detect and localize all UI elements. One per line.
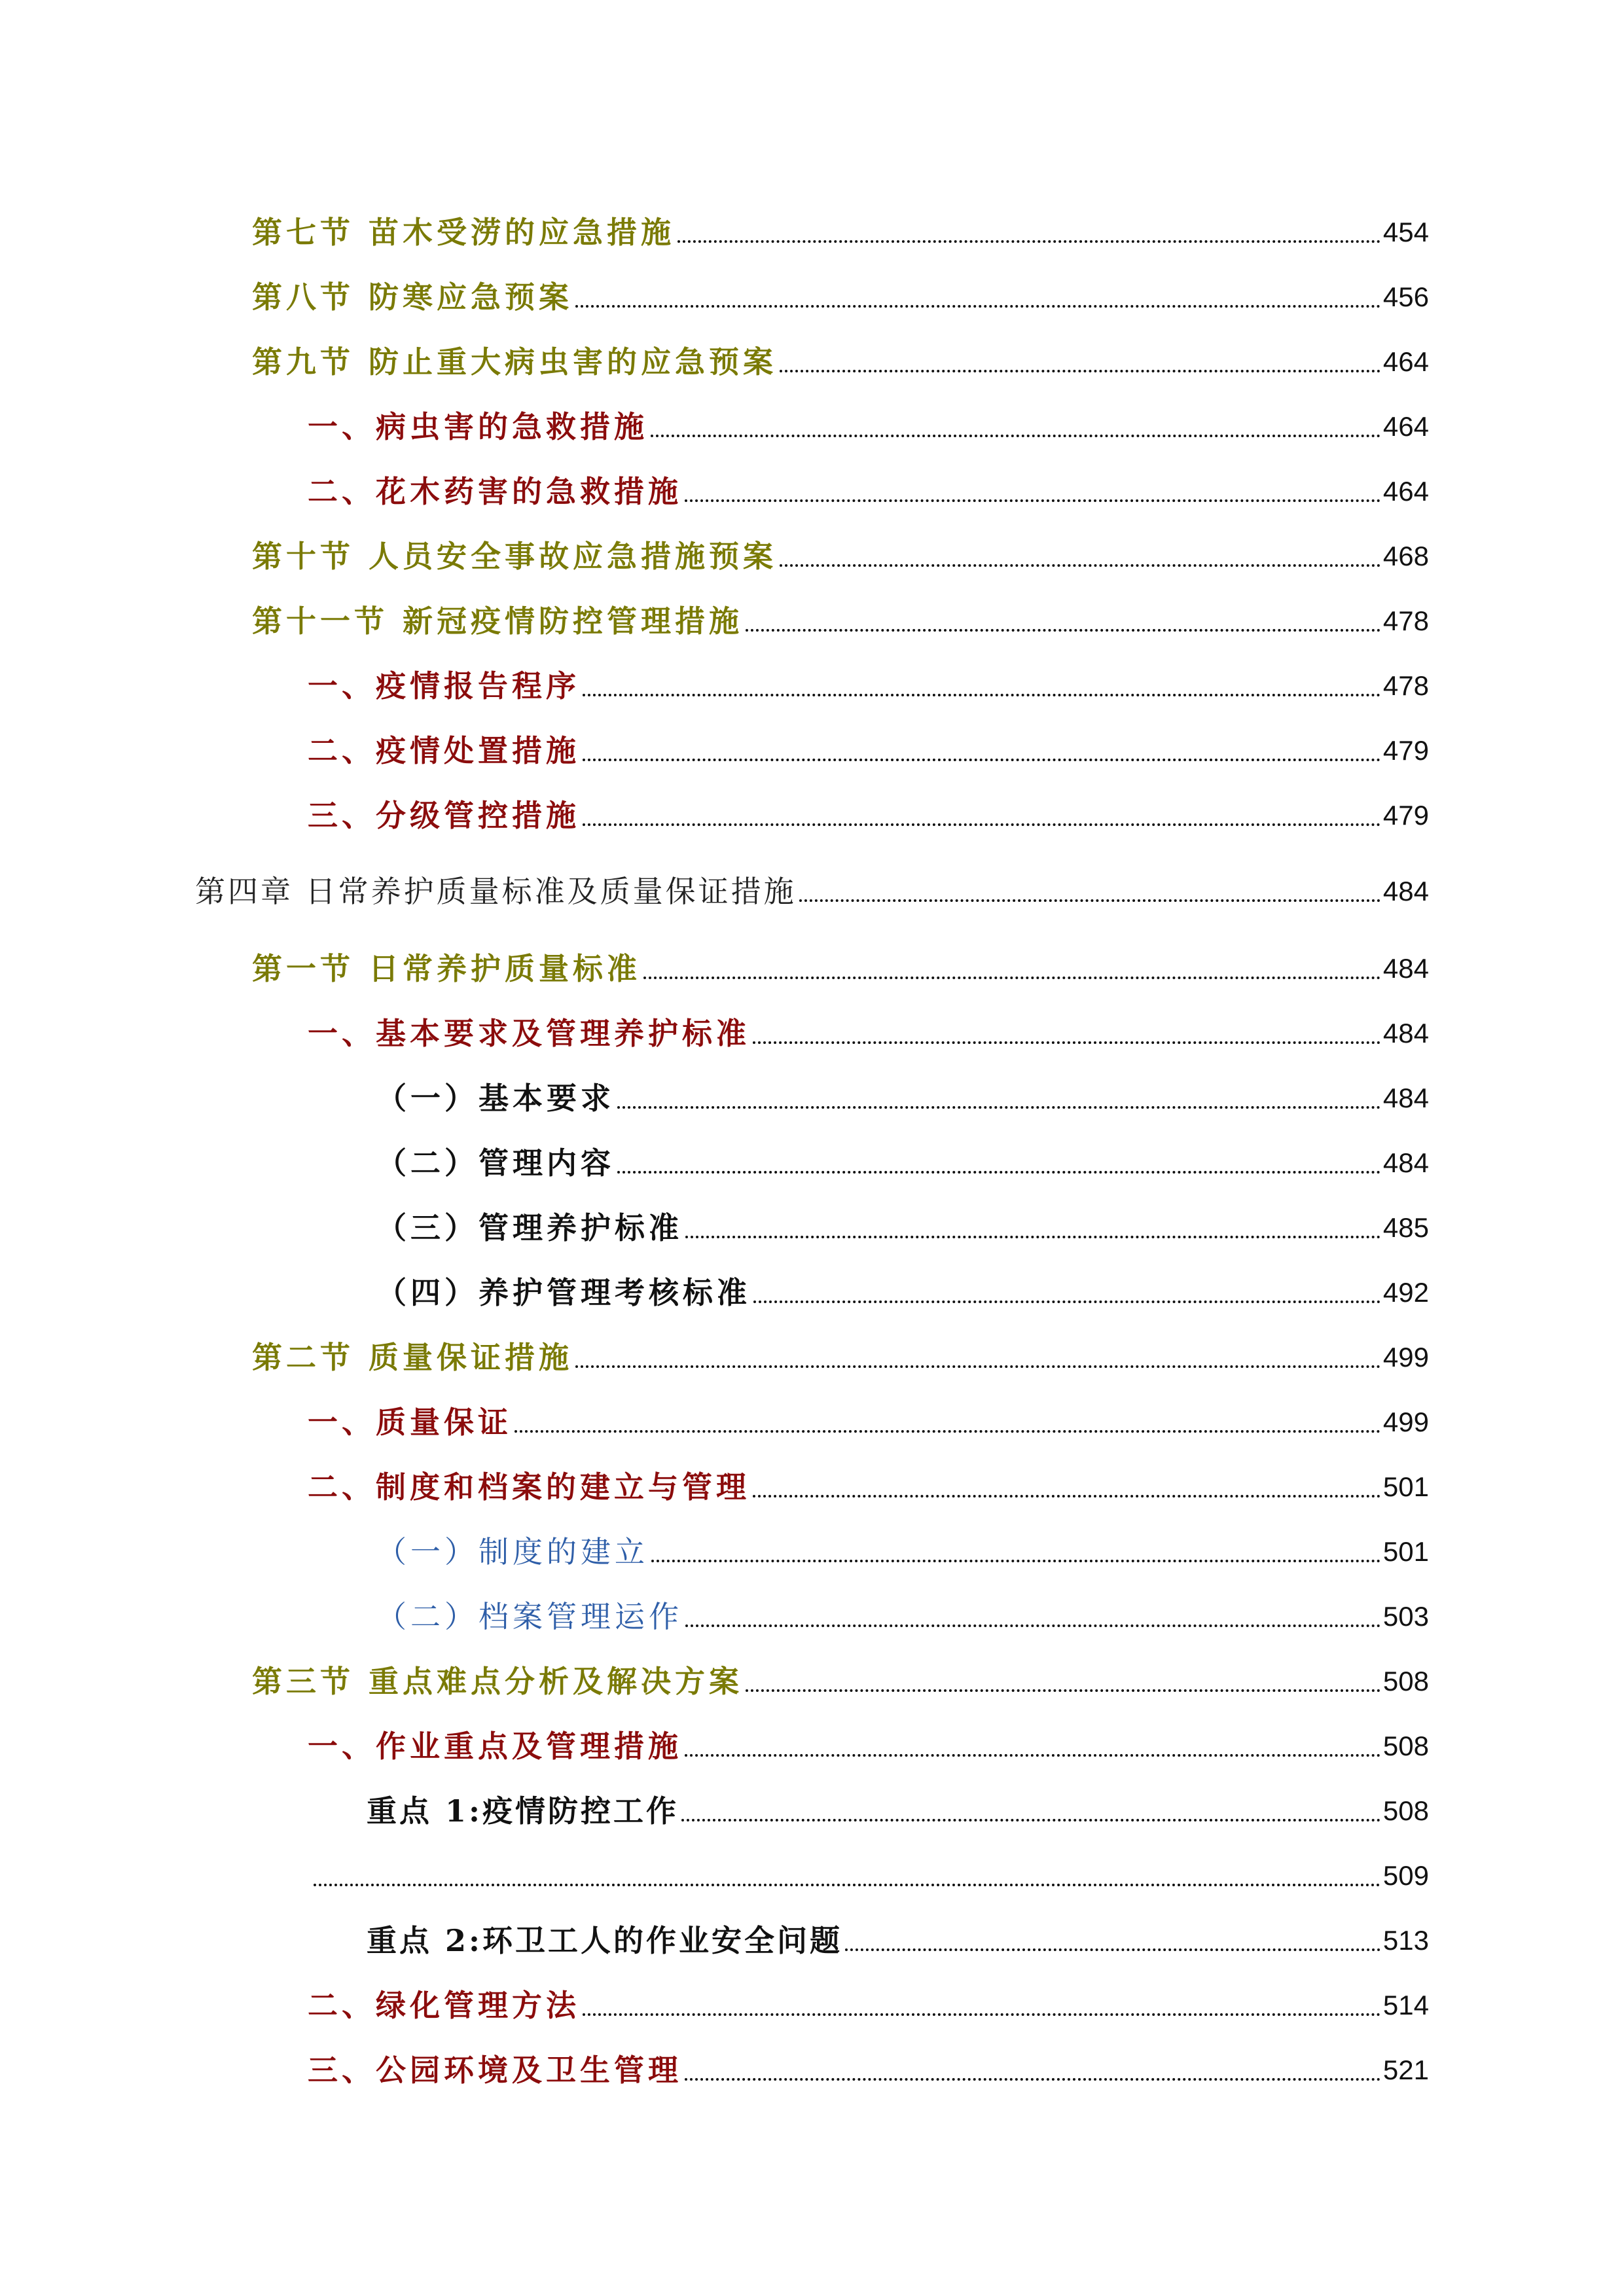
toc-entry-page: 508 bbox=[1382, 1731, 1429, 1761]
toc-entry-page: 478 bbox=[1382, 670, 1429, 701]
toc-entry-label: （四）养护管理考核标准 bbox=[376, 1275, 751, 1310]
toc-leader bbox=[746, 1689, 1380, 1692]
toc-entry-label: 二、花木药害的急救措施 bbox=[308, 474, 682, 509]
toc-entry[interactable] bbox=[252, 1649, 1429, 1701]
toc-entry-label: 二、疫情处置措施 bbox=[308, 733, 580, 768]
toc-chapter-entry[interactable] bbox=[195, 859, 1429, 911]
toc-entry-label: 第四章 日常养护质量标准及质量保证措施 bbox=[195, 874, 797, 909]
toc-entry[interactable] bbox=[308, 1454, 1429, 1507]
toc-leader bbox=[780, 370, 1380, 372]
toc-entry-label: 第七节 苗木受涝的应急措施 bbox=[252, 215, 676, 250]
toc-entry-label: 二、绿化管理方法 bbox=[308, 1988, 580, 2023]
toc-leader bbox=[617, 1106, 1380, 1109]
toc-entry-label: （一）基本要求 bbox=[376, 1081, 615, 1116]
toc-entry[interactable] bbox=[308, 1713, 1429, 1766]
toc-entry-label: 第八节 防寒应急预案 bbox=[252, 279, 573, 315]
toc-entry[interactable] bbox=[367, 1908, 1429, 1960]
toc-entry[interactable] bbox=[252, 524, 1429, 576]
toc-entry-label: 重点 1:疫情防控工作 bbox=[367, 1793, 679, 1829]
toc-leader bbox=[583, 823, 1380, 826]
toc-leader bbox=[753, 1041, 1380, 1044]
toc-entry-page: 514 bbox=[1382, 1990, 1429, 2020]
toc-leader bbox=[583, 694, 1380, 696]
toc-leader bbox=[575, 1365, 1380, 1368]
toc-entry[interactable] bbox=[252, 329, 1429, 382]
toc-entry-page: 484 bbox=[1382, 876, 1429, 906]
toc-entry-page: 479 bbox=[1382, 800, 1429, 831]
toc-entry-label: （二）档案管理运作 bbox=[376, 1599, 683, 1634]
toc-leader bbox=[677, 240, 1380, 243]
toc-entry-page: 485 bbox=[1382, 1212, 1429, 1243]
toc-entry[interactable] bbox=[376, 1260, 1429, 1312]
toc-entry[interactable] bbox=[308, 653, 1429, 706]
toc-leader bbox=[514, 1430, 1380, 1433]
toc-leader bbox=[685, 2078, 1380, 2081]
toc-entry-page: 484 bbox=[1382, 953, 1429, 984]
toc-entry-label: 第一节 日常养护质量标准 bbox=[252, 951, 641, 986]
toc-entry-label: （三）管理养护标准 bbox=[376, 1210, 683, 1246]
toc-entry-page: 501 bbox=[1382, 1471, 1429, 1502]
toc-entry-page: 501 bbox=[1382, 1536, 1429, 1567]
toc-leader bbox=[583, 2013, 1380, 2016]
toc-entry-page: 464 bbox=[1382, 476, 1429, 507]
toc-entry-page: 479 bbox=[1382, 735, 1429, 766]
toc-leader bbox=[651, 1560, 1380, 1562]
toc-entry[interactable] bbox=[308, 1973, 1429, 2025]
toc-entry-label: 一、作业重点及管理措施 bbox=[308, 1729, 682, 1764]
toc-entry-label: 第十一节 新冠疫情防控管理措施 bbox=[252, 603, 744, 639]
toc-entry[interactable] bbox=[252, 936, 1429, 988]
toc-entry[interactable] bbox=[376, 1066, 1429, 1118]
toc-leader bbox=[314, 1884, 1380, 1886]
toc-entry-label: 第三节 重点难点分析及解决方案 bbox=[252, 1664, 744, 1699]
toc-leader bbox=[845, 1948, 1380, 1951]
toc-entry-page: 509 bbox=[1382, 1860, 1429, 1891]
toc-entry[interactable] bbox=[252, 264, 1429, 317]
toc-entry[interactable] bbox=[308, 783, 1429, 835]
toc-entry-label: （一）制度的建立 bbox=[376, 1534, 649, 1570]
toc-entry-page: 468 bbox=[1382, 541, 1429, 571]
toc-entry[interactable] bbox=[308, 2037, 1429, 2090]
toc-entry-page: 484 bbox=[1382, 1147, 1429, 1178]
toc-entry-label: 三、分级管控措施 bbox=[308, 798, 580, 833]
toc-entry[interactable] bbox=[308, 718, 1429, 770]
toc-entry-page: 513 bbox=[1382, 1925, 1429, 1956]
toc-entry-page: 464 bbox=[1382, 411, 1429, 442]
toc-entry[interactable] bbox=[367, 1778, 1429, 1831]
toc-leader bbox=[685, 1754, 1380, 1757]
toc-entry-label: 三、公园环境及卫生管理 bbox=[308, 2053, 682, 2088]
toc-leader bbox=[583, 759, 1380, 761]
toc-entry-page: 508 bbox=[1382, 1666, 1429, 1696]
toc-entry[interactable] bbox=[376, 1195, 1429, 1247]
toc-entry[interactable] bbox=[252, 588, 1429, 641]
toc-entry[interactable] bbox=[308, 1390, 1429, 1442]
toc-entry[interactable] bbox=[252, 200, 1429, 252]
toc-entry[interactable] bbox=[376, 1130, 1429, 1183]
toc-leader bbox=[746, 629, 1380, 632]
toc-entry-page: 484 bbox=[1382, 1018, 1429, 1049]
toc-entry-page: 508 bbox=[1382, 1795, 1429, 1826]
toc-entry-page: 456 bbox=[1382, 281, 1429, 312]
toc-leader bbox=[799, 899, 1380, 902]
toc-entry-page: 464 bbox=[1382, 346, 1429, 377]
toc-entry-page: 492 bbox=[1382, 1277, 1429, 1308]
toc-entry-label: 一、基本要求及管理养护标准 bbox=[308, 1016, 750, 1051]
toc-leader bbox=[753, 1300, 1380, 1303]
toc-leader bbox=[651, 435, 1380, 437]
toc-entry[interactable] bbox=[308, 1001, 1429, 1053]
toc-leader bbox=[643, 977, 1380, 979]
toc-entry-page: 499 bbox=[1382, 1342, 1429, 1372]
toc-entry-label: 第二节 质量保证措施 bbox=[252, 1340, 573, 1375]
toc-leader bbox=[685, 1236, 1380, 1238]
toc-entry[interactable] bbox=[376, 1519, 1429, 1571]
toc-leader bbox=[685, 499, 1380, 502]
toc-entry-label: 一、病虫害的急救措施 bbox=[308, 409, 648, 444]
toc-entry-page: 521 bbox=[1382, 2054, 1429, 2085]
toc-entry-page: 499 bbox=[1382, 1407, 1429, 1437]
toc-entry-page: 478 bbox=[1382, 605, 1429, 636]
toc-leader bbox=[685, 1624, 1380, 1627]
toc-leader bbox=[617, 1171, 1380, 1174]
toc-entry-blank[interactable] bbox=[311, 1843, 1429, 1895]
toc-entry-page: 454 bbox=[1382, 217, 1429, 247]
toc-leader bbox=[780, 564, 1380, 567]
toc-entry[interactable] bbox=[252, 1325, 1429, 1377]
toc-leader bbox=[575, 305, 1380, 308]
toc-entry-label: 重点 2:环卫工人的作业安全问题 bbox=[367, 1923, 843, 1958]
toc-entry-label: 第九节 防止重大病虫害的应急预案 bbox=[252, 344, 778, 380]
toc-entry[interactable] bbox=[308, 394, 1429, 446]
toc-entry[interactable] bbox=[308, 459, 1429, 511]
toc-entry-page: 484 bbox=[1382, 1083, 1429, 1113]
toc-leader bbox=[753, 1495, 1380, 1498]
toc-entry-label: 一、疫情报告程序 bbox=[308, 668, 580, 704]
toc-entry-label: 一、质量保证 bbox=[308, 1405, 512, 1440]
toc-entry[interactable] bbox=[376, 1584, 1429, 1636]
toc-entry-page: 503 bbox=[1382, 1601, 1429, 1632]
toc-entry-label: 二、制度和档案的建立与管理 bbox=[308, 1469, 750, 1505]
toc-leader bbox=[681, 1819, 1380, 1821]
toc-entry-label: （二）管理内容 bbox=[376, 1145, 615, 1181]
toc-entry-label: 第十节 人员安全事故应急措施预案 bbox=[252, 539, 778, 574]
